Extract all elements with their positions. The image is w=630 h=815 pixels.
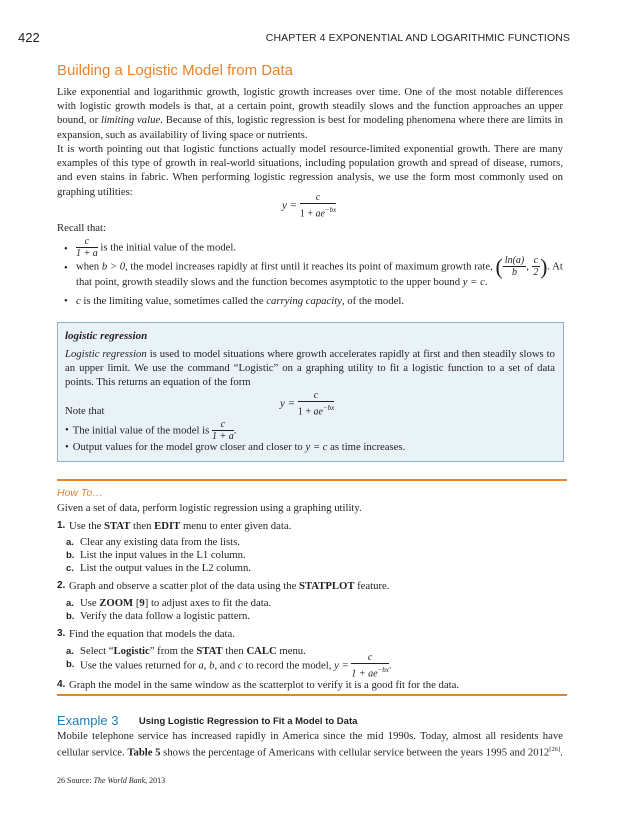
equation-exponent: −bx: [324, 206, 337, 214]
bullet3-text-a: is the limiting value, sometimes called the: [80, 295, 267, 307]
step2-sub-b: [66, 610, 562, 623]
sub3a-stat: STAT: [196, 645, 223, 657]
sub3b-var-a: a: [198, 659, 204, 672]
example-text: [57, 729, 563, 760]
sub-number: b.: [66, 659, 75, 670]
bullet3-emphasis: carrying capacity: [266, 295, 342, 307]
howto-step-2: [57, 579, 563, 593]
howto-step-3: [57, 627, 563, 641]
page-number: 422: [18, 30, 40, 45]
form-paragraph: It is worth pointing out that logistic functions actually model resource-limited exponential growth. There are many examples of this type of growth in real-world situations, including population growth and spread of disease, rumors, and even stains in fabric. When performing logistic regression analysis, we use the form most commonly used on graphing utilities:: [57, 143, 563, 198]
chapter-title: EXPONENTIAL AND LOGARITHMIC FUNCTIONS: [328, 32, 570, 44]
para1-text-a: Like exponential and logarithmic growth, logistic growth increases over time. One of the most notable differences with logistic growth models is that, at a certain point, growth steadily slows and the function approaches an upper bound, or: [57, 86, 563, 127]
bullet2-text-a: when: [76, 260, 102, 273]
note1-numerator: c: [212, 419, 234, 431]
bullet2-line2-b: .: [484, 276, 488, 288]
sub-text: Verify the data follow a logistic pattern.: [80, 610, 251, 622]
example-text-b: shows the percentage of Americans with cellular service between the years 1995 and 2012: [160, 746, 550, 759]
bullet2-frac2-den: 2: [533, 267, 539, 278]
intro-paragraph: [57, 85, 563, 142]
sub-number: b.: [66, 611, 75, 622]
bullet2-text-b: , the model increases rapidly at first until it reaches its point of maximum growth rate,: [125, 260, 496, 273]
chapter-label: CHAPTER 4: [265, 32, 326, 44]
para1-text-b: . Because of this, logistic regression is best for modeling phenomena where there are limits in expansion, such as availability of living space or nutrients.: [57, 114, 563, 141]
sub3b-var-b: b: [209, 659, 215, 672]
note1-text-a: The initial value of the model is: [72, 424, 212, 437]
step3-number: 3.: [57, 628, 66, 639]
note2-eq: y = c: [305, 441, 328, 453]
def-equation-numerator: c: [298, 390, 334, 402]
sub2a-d: ] to adjust axes to fit the data.: [144, 597, 272, 609]
sub3a-d: then: [222, 645, 247, 657]
note-that: Note that: [65, 405, 105, 417]
sub3b-d: , and: [214, 659, 238, 672]
step1-edit: EDIT: [154, 520, 181, 532]
sub-number: b.: [66, 550, 75, 561]
definition-text: [65, 347, 555, 389]
howto-top-rule: [57, 479, 567, 481]
howto-intro: Given a set of data, perform logistic regression using a graphing utility.: [57, 502, 362, 514]
sub-text: Clear any existing data from the lists.: [80, 536, 240, 548]
equation-den-a: 1 +: [299, 208, 316, 220]
sub3b-c: ,: [203, 659, 210, 672]
bullet3-var: c: [76, 295, 81, 307]
sub3b-exponent: −bx: [377, 666, 389, 674]
definition-title: logistic regression: [65, 330, 148, 342]
step1-d: menu to enter given data.: [180, 520, 292, 532]
definition-body: is used to model situations where growth accelerates rapidly at first and then steadily slows to an upper limit. We use the command “Logistic” on a graphing utility to fit a logistic function to a set of data points. This returns an equation of the form: [65, 348, 555, 388]
footnote-rest: , 2013: [145, 776, 166, 785]
bullet-growth-rate: • when b > 0, the model increases rapidly at first until it reaches its point of maximum growth rate, ( $\frac{\ln(a)}{b}$ , $\frac{c}{2}$ ). At that point, growth steadily slows and the function becomes asymptotic to the upper bound y = c.: [64, 254, 563, 288]
bullet1-numerator: c: [76, 236, 98, 248]
sub3b-f: .: [388, 659, 392, 672]
step1-a: Use the: [69, 520, 105, 532]
bullet3-text-b: , of the model.: [341, 295, 404, 307]
sub-text: List the input values in the L1 column.: [80, 549, 246, 561]
footnote-source: The World Bank: [93, 776, 146, 785]
step1-sub-b: [66, 549, 562, 562]
bullet2-line2-eq: y = c: [462, 276, 485, 288]
bullet1-text: is the initial value of the model.: [97, 241, 237, 254]
bullet2-condition: b > 0: [101, 260, 126, 273]
note-output-values: • Output values for the model grow closer and closer to y = c as time increases.: [65, 441, 406, 453]
sub-number: c.: [66, 563, 74, 574]
example-text-c: .: [560, 746, 563, 759]
def-equation-den-a: 1 +: [297, 406, 314, 418]
def-equation-exponent: −bx: [322, 404, 335, 412]
step3-text: Find the equation that models the data.: [69, 628, 235, 640]
step2-a: Graph and observe a scatter plot of the data using the: [69, 580, 300, 592]
step1-c: then: [130, 520, 155, 532]
step2-sub-a: [66, 597, 562, 610]
note2-text-a: Output values for the model grow closer and closer to: [72, 441, 306, 453]
note-initial-value: • The initial value of the model is $\frac{c}{1 + a}$ .: [65, 419, 237, 442]
bullet-initial-value: • $\frac{c}{1 + a}$ is the initial value of the model.: [64, 236, 237, 259]
sub3a-logistic: Logistic: [113, 645, 150, 657]
step3-sub-b: [66, 652, 562, 680]
sub3a-c: ” from the: [149, 645, 197, 657]
bullet2-line2-a: that point, growth steadily slows and the function becomes asymptotic to the upper bound: [76, 276, 463, 288]
sub3b-numerator: c: [351, 652, 389, 664]
sub2a-zoom: ZOOM: [99, 597, 134, 609]
bullet2-frac1-den: b: [512, 267, 518, 278]
step2-number: 2.: [57, 580, 66, 591]
note2-text-b: as time increases.: [327, 441, 406, 453]
bullet-limiting-value: • c is the limiting value, sometimes called the carrying capacity, of the model.: [64, 295, 404, 307]
howto-label: How To…: [57, 487, 103, 499]
table-reference[interactable]: Table 5: [127, 746, 161, 759]
bullet2-frac1-num: ln(a): [504, 255, 525, 266]
para1-emphasis: limiting value: [100, 114, 161, 127]
sub2a-nine: 9: [139, 597, 145, 609]
howto-step-1: [57, 519, 563, 533]
step1-sub-a: [66, 536, 562, 549]
step2-d: feature.: [354, 580, 390, 592]
sub3b-eq: y =: [334, 659, 349, 672]
def-equation-den-b: ae: [313, 406, 323, 418]
definition-box: [57, 322, 564, 462]
bullet1-denominator: 1 + a: [76, 248, 98, 259]
bullet2-text-c: . At: [547, 260, 563, 273]
step1-sub-c: [66, 562, 562, 575]
step2-statplot: STATPLOT: [299, 580, 355, 592]
sub3a-calc: CALC: [246, 645, 277, 657]
note1-text-b: .: [233, 424, 237, 437]
sub3a-a: Select “: [80, 645, 114, 657]
def-equation-lhs: y =: [280, 397, 296, 410]
step4-number: 4.: [57, 679, 66, 690]
example-title: Using Logistic Regression to Fit a Model to Data: [138, 716, 358, 727]
sub2a-a: Use: [80, 597, 100, 609]
sub3b-denominator: 1 + ae: [351, 668, 378, 680]
example-heading: [57, 712, 357, 730]
footnote-number: 26: [57, 776, 65, 785]
footnote: [57, 776, 165, 785]
equation-den-b: ae: [315, 208, 325, 220]
example-text-a: Mobile telephone service has increased rapidly in America since the mid 1990s. Today, almost all residents have cellular service.: [57, 730, 563, 759]
equation-lhs: y =: [282, 199, 298, 212]
sub-number: a.: [66, 598, 74, 609]
sub-text: List the output values in the L2 column.: [80, 562, 251, 574]
chapter-header: [266, 32, 570, 44]
sub-number: a.: [66, 646, 74, 657]
definition-term: Logistic regression: [65, 348, 147, 360]
footnote-reference[interactable]: [26]: [549, 746, 561, 754]
sub3b-var-c: c: [237, 659, 243, 672]
recall-text: Recall that:: [57, 222, 106, 234]
footnote-label: Source:: [67, 776, 94, 785]
bullet2-frac2-num: c: [533, 255, 539, 266]
sub3b-a: Use the values returned for: [80, 659, 199, 672]
section-title: Building a Logistic Model from Data: [57, 62, 293, 79]
note1-denominator: 1 + a: [211, 431, 234, 442]
sub-number: a.: [66, 537, 74, 548]
sub2a-c: [: [133, 597, 140, 609]
sub3a-e: menu.: [276, 645, 306, 657]
howto-bottom-rule: [57, 694, 567, 696]
step4-text: Graph the model in the same window as the scatterplot to verify it is a good fit for the data.: [69, 679, 459, 691]
logistic-equation: [282, 192, 336, 220]
definition-equation: [280, 390, 334, 418]
howto-step-4: [57, 678, 563, 692]
step1-stat: STAT: [104, 520, 131, 532]
running-header: [18, 30, 570, 46]
example-label: Example 3: [57, 713, 119, 728]
step1-number: 1.: [57, 520, 66, 531]
equation-numerator: c: [300, 192, 336, 204]
sub3b-e: to record the model,: [242, 659, 335, 672]
